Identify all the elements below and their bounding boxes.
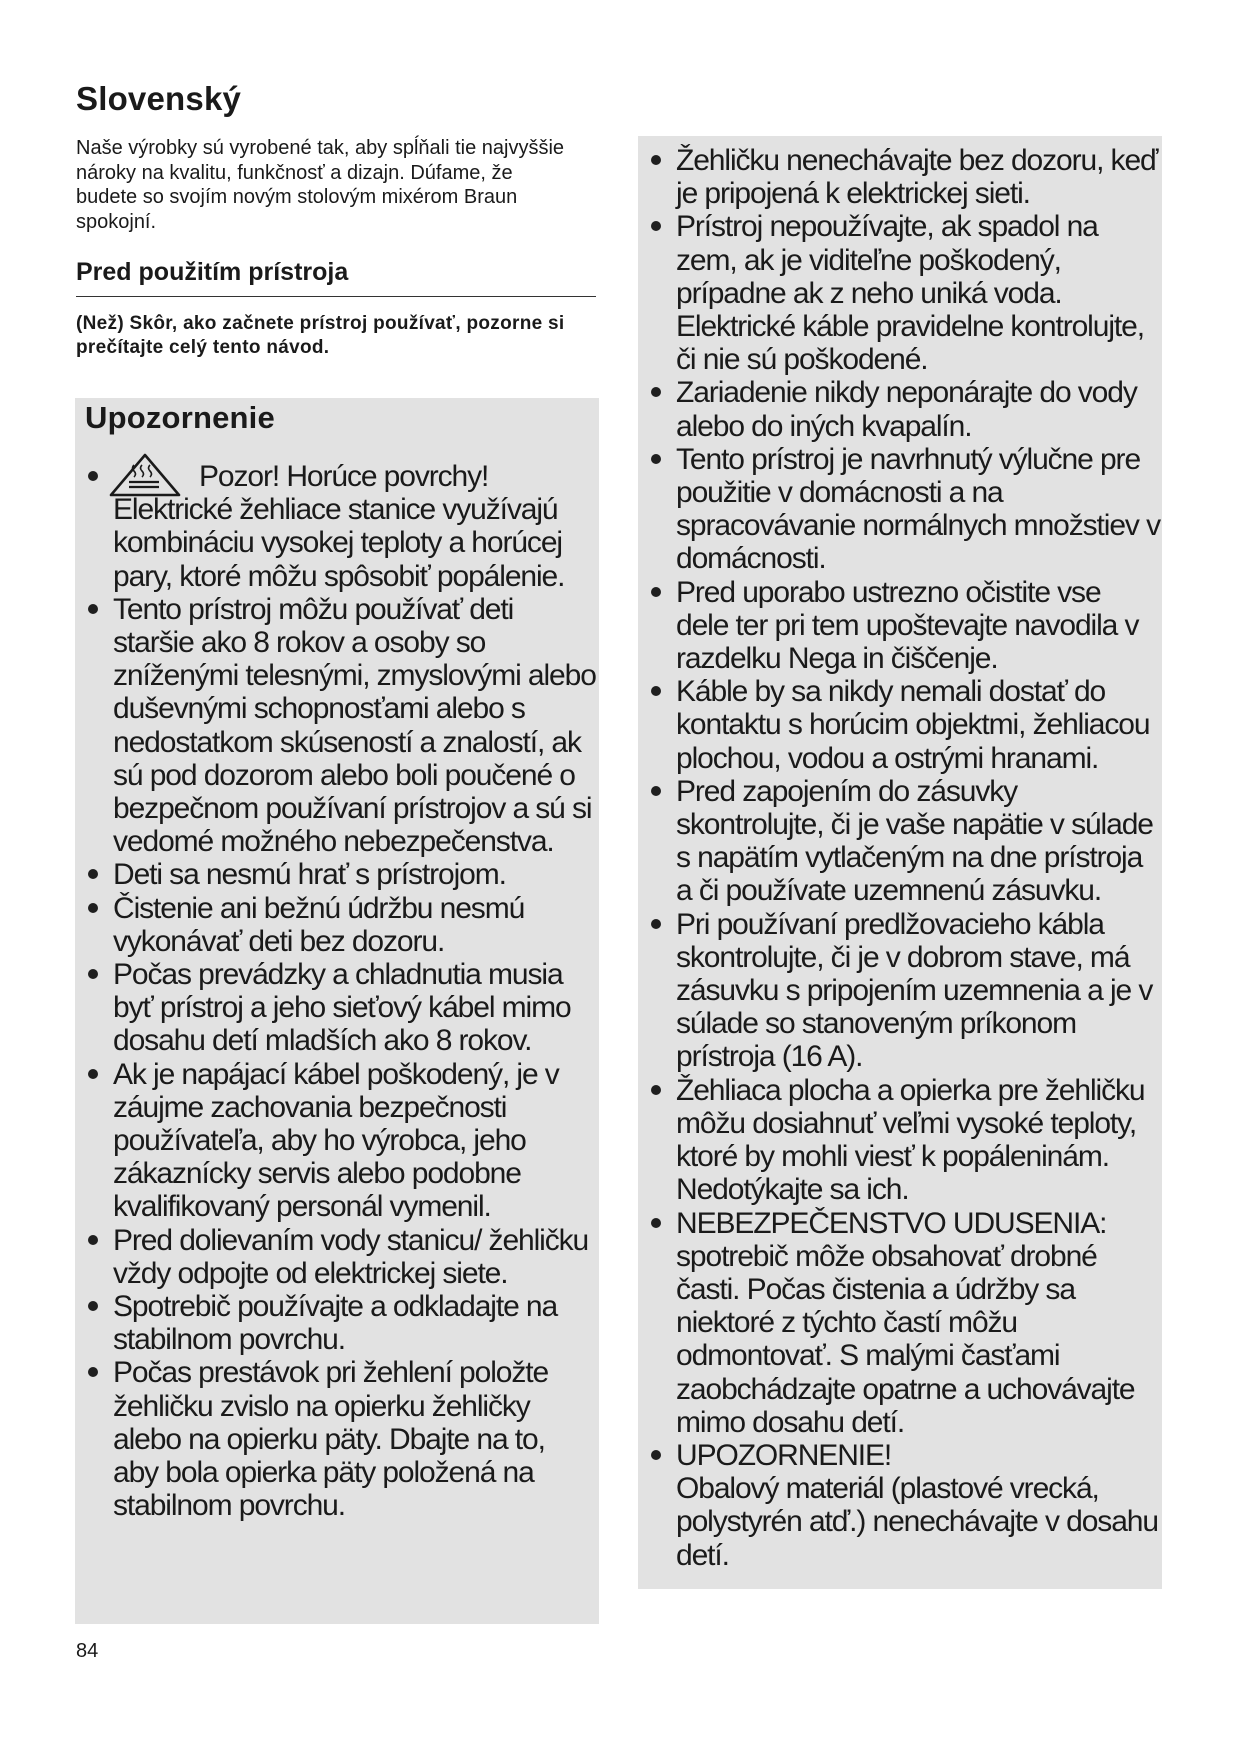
warning-list-right <box>638 144 1160 1572</box>
warning-panel-right <box>638 136 1162 1589</box>
list-item: NEBEZPEČENSTVO UDUSENIA: spotrebič môže obsahovať drobné časti. Počas čistenia a údržby sa niektoré z týchto častí môžu odmontovať. S malými časťami zaobchádzajte opatrne a uchovávajte mimo dosahu detí. <box>638 1207 1160 1439</box>
hot-surface-warning-icon <box>109 453 181 497</box>
list-item: Počas prevádzky a chladnutia musia byť prístroj a jeho sieťový kábel mimo dosahu detí mladších ako 8 rokov. <box>75 958 597 1058</box>
page-number: 84 <box>76 1640 99 1662</box>
list-item: Deti sa nesmú hrať s prístrojom. <box>75 858 597 891</box>
list-item: Ak je napájací kábel poškodený, je v záujme zachovania bezpečnosti používateľa, aby ho výrobca, jeho zákaznícky servis alebo podobne kvalifikovaný personál vymenil. <box>75 1058 597 1224</box>
list-item: Spotrebič používajte a odkladajte na stabilnom povrchu. <box>75 1290 597 1356</box>
list-item: Pred uporabo ustrezno očistite vse dele ter pri tem upoštevajte navodila v razdelku Nega in čiščenje. <box>638 576 1160 676</box>
list-item: Žehličku nenechávajte bez dozoru, keď je pripojená k elektrickej sieti. <box>638 144 1160 210</box>
warning-panel-title: Upozornenie <box>85 400 275 435</box>
section-heading: Pred použitím prístroja <box>76 258 596 297</box>
intro-paragraph: Naše výrobky sú vyrobené tak, aby spĺňali tie najvyššie nároky na kvalitu, funkčnosť a dizajn. Dúfame, že budete so svojím novým stolovým mixérom Braun spokojní. <box>76 137 565 233</box>
pre-use-note: (Než) Skôr, ako začnete prístroj používať, pozorne si prečítajte celý tento návod. <box>76 313 565 358</box>
list-item: Žehliaca plocha a opierka pre žehličku môžu dosiahnuť veľmi vysoké teploty, ktoré by mohli viesť k popáleninám. Nedotýkajte sa ich. <box>638 1074 1160 1207</box>
list-item: Zariadenie nikdy neponárajte do vody alebo do iných kvapalín. <box>638 376 1160 442</box>
list-item: Pri používaní predlžovacieho kábla skontrolujte, či je v dobrom stave, má zásuvku s pripojením uzemnenia a je v súlade so stanoveným príkonom prístroja (16 A). <box>638 908 1160 1074</box>
list-item: Čistenie ani bežnú údržbu nesmú vykonávať deti bez dozoru. <box>75 892 597 958</box>
list-item: Tento prístroj môžu používať deti staršie ako 8 rokov a osoby so zníženými telesnými, zmyslovými alebo duševnými schopnosťami alebo s nedostatkom skúseností a znalostí, ak sú pod dozorom alebo boli poučené o bezpečnom používaní prístrojov a sú si vedomé možného nebezpečenstva. <box>75 593 597 859</box>
list-item: Tento prístroj je navrhnutý výlučne pre použitie v domácnosti a na spracovávanie normálnych množstiev v domácnosti. <box>638 443 1160 576</box>
list-item <box>75 460 597 593</box>
warning-list-left <box>75 460 597 1523</box>
warning-panel-left <box>75 398 599 1624</box>
page-title: Slovenský <box>76 80 242 117</box>
list-item: Káble by sa nikdy nemali dostať do kontaktu s horúcim objektmi, žehliacou plochou, vodou a ostrými hranami. <box>638 675 1160 775</box>
list-item: Počas prestávok pri žehlení položte žehličku zvislo na opierku žehličky alebo na opierku päty. Dbajte na to, aby bola opierka päty položená na stabilnom povrchu. <box>75 1356 597 1522</box>
list-item: Pred zapojením do zásuvky skontrolujte, či je vaše napätie v súlade s napätím vytlačeným na dne prístroja a či používate uzemnenú zásuvku. <box>638 775 1160 908</box>
list-item: UPOZORNENIE! Obalový materiál (plastové vrecká, polystyrén atď.) nenechávajte v dosahu detí. <box>638 1439 1160 1572</box>
list-item: Prístroj nepoužívajte, ak spadol na zem, ak je viditeľne poškodený, prípadne ak z neho uniká voda. Elektrické káble pravidelne kontrolujte, či nie sú poškodené. <box>638 210 1160 376</box>
list-item: Pred dolievaním vody stanicu/ žehličku vždy odpojte od elektrickej siete. <box>75 1224 597 1290</box>
list-item-text: Pozor! Horúce povrchy! Elektrické žehliace stanice využívajú kombináciu vysokej teploty a horúcej pary, ktoré môžu spôsobiť popálenie. <box>113 460 565 593</box>
